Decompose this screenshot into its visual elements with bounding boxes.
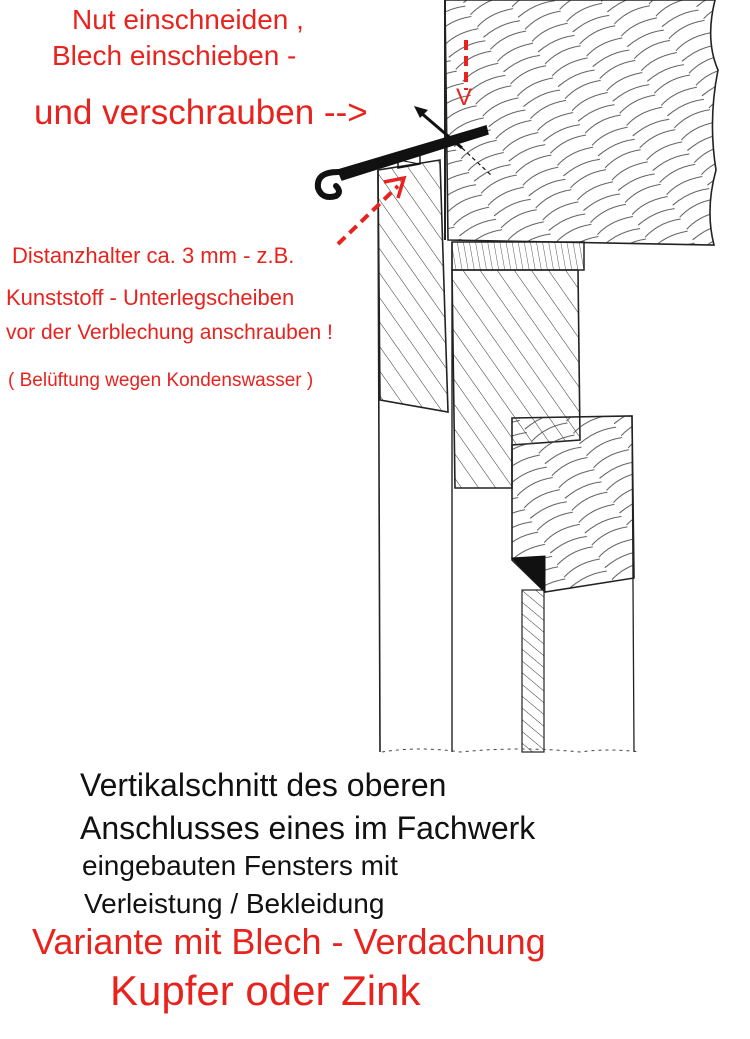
- caption-line4: Verleistung / Bekleidung: [84, 888, 385, 919]
- annotation-groove-line2: Blech einschieben -: [52, 40, 297, 71]
- glazing-seal: [512, 556, 545, 752]
- annotation-ventilation: ( Belüftung wegen Kondenswasser ): [8, 370, 314, 391]
- annotation-spacer-line3: vor der Verblechung anschrauben !: [6, 321, 333, 344]
- annotation-groove-line3: und verschrauben -->: [34, 93, 368, 132]
- annotation-spacer-line1: Distanzhalter ca. 3 mm - z.B.: [12, 243, 295, 268]
- variant-line1: Variante mit Blech - Verdachung: [32, 921, 546, 962]
- sketch-bottom-marks: [382, 749, 640, 752]
- caption-line1: Vertikalschnitt des oberen: [80, 767, 447, 803]
- caption-line3: eingebauten Fensters mit: [82, 850, 398, 881]
- caption-line2: Anschlusses eines im Fachwerk: [80, 810, 536, 846]
- variant-line2: Kupfer oder Zink: [110, 967, 421, 1014]
- annotation-spacer-line2: Kunststoff - Unterlegscheiben: [6, 285, 295, 310]
- timber-beam: [445, 0, 718, 245]
- annotation-groove-line1: Nut einschneiden ,: [72, 4, 304, 35]
- arrow-down-mark: V: [456, 84, 473, 111]
- seal-strip: [452, 242, 584, 270]
